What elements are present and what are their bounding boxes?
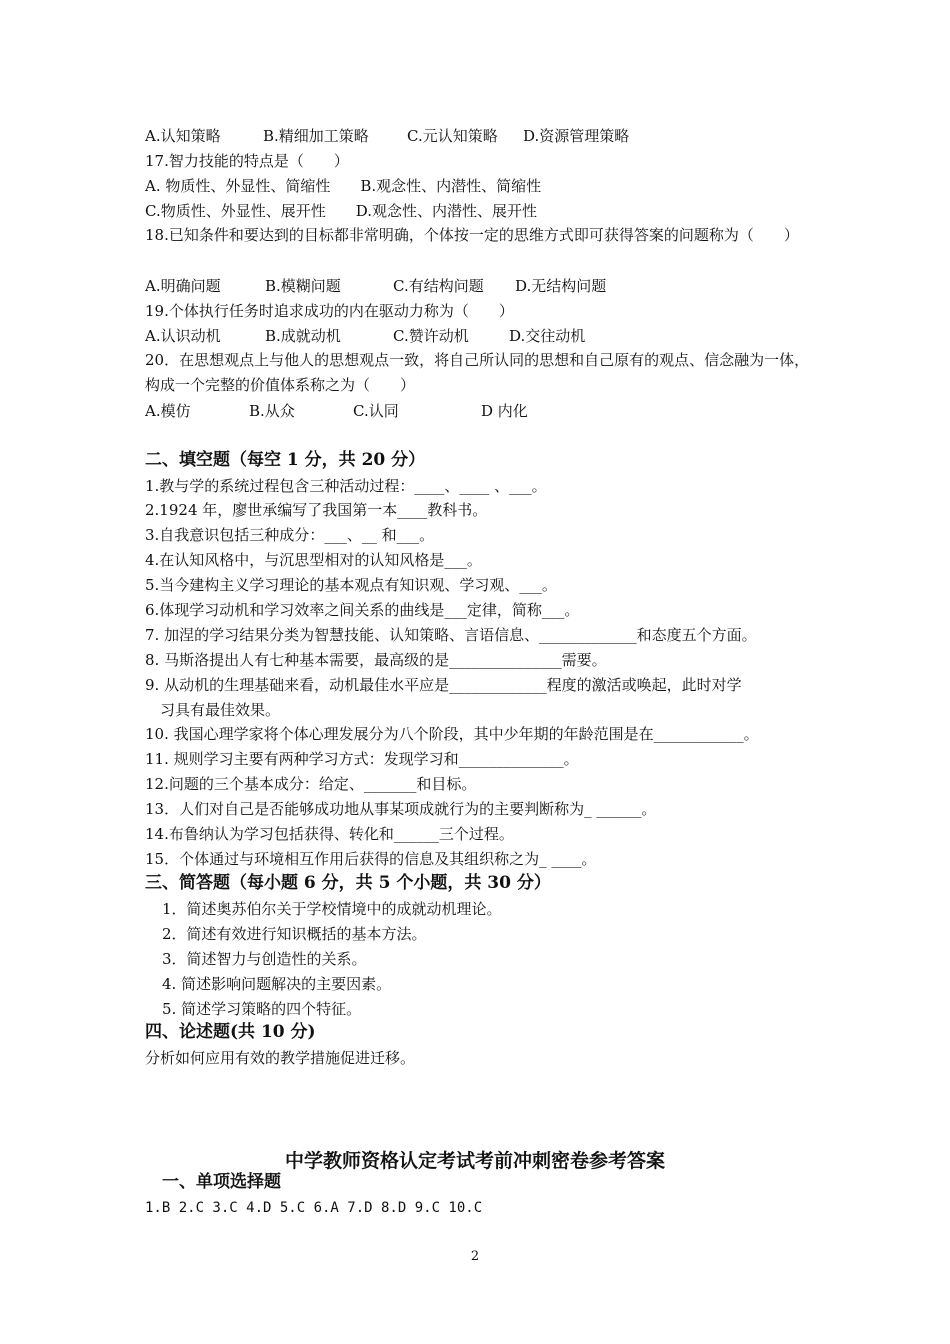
q18-option-a: A.明确问题 (145, 277, 221, 295)
q20-stem: 20．在思想观点上与他人的思想观点一致，将自己所认同的思想和自己原有的观点、信念融为一体，构成一个完整的价值体系称之为（ ） (145, 351, 810, 394)
answers-title: 中学教师资格认定考试考前冲刺密卷参考答案 (284, 1150, 665, 1172)
fill-item-13: 13．人们对自己是否能够成功地从事某项成就行为的主要判断称为_ ______。 (145, 800, 657, 818)
fill-item-3: 3.自我意识包括三种成分：___、__ 和___。 (145, 526, 435, 544)
fill-item-1: 1.教与学的系统过程包含三种活动过程：____、____ 、___。 (145, 477, 547, 495)
section3-heading: 三、简答题（每小题 6 分，共 5 个小题，共 30 分） (145, 873, 551, 893)
fill-item-4: 4.在认知风格中，与沉思型相对的认知风格是___。 (145, 551, 482, 569)
essay-question: 分析如何应用有效的教学措施促进迁移。 (145, 1049, 416, 1067)
short-answer-4: 4. 简述影响问题解决的主要因素。 (162, 975, 392, 993)
q16-options (145, 126, 820, 146)
q16-option-a: A.认知策略 (145, 127, 221, 145)
q17-options-line1: A. 物质性、外显性、简缩性 B.观念性、内潜性、简缩性 (145, 177, 542, 195)
q16-option-b: B.精细加工策略 (263, 127, 369, 145)
fill-item-11: 11. 规则学习主要有两种学习方式：发现学习和______________。 (145, 750, 579, 768)
q16-option-d: D.资源管理策略 (523, 127, 630, 145)
q20-option-c: C.认同 (353, 402, 399, 420)
fill-item-12: 12.问题的三个基本成分：给定、_______和目标。 (145, 775, 477, 793)
q20-options (145, 401, 820, 421)
q17-stem: 17.智力技能的特点是（ ） (145, 152, 349, 170)
q19-stem: 19.个体执行任务时追求成功的内在驱动力称为（ ） (145, 302, 514, 320)
fill-item-9: 9. 从动机的生理基础来看，动机最佳水平应是_____________程度的激活或唤起，此时对学 (145, 676, 742, 694)
fill-item-14: 14.布鲁纳认为学习包括获得、转化和______三个过程。 (145, 825, 514, 843)
short-answer-5: 5. 简述学习策略的四个特征。 (162, 1000, 362, 1018)
fill-item-2: 2.1924 年，廖世承编写了我国第一本____教科书。 (145, 501, 488, 519)
q19-option-b: B.成就动机 (265, 327, 341, 345)
q20-option-a: A.模仿 (145, 402, 191, 420)
q18-option-b: B.模糊问题 (265, 277, 341, 295)
q18-option-c: C.有结构问题 (393, 277, 484, 295)
short-answer-2: 2．简述有效进行知识概括的基本方法。 (162, 925, 427, 943)
fill-item-10: 10. 我国心理学家将个体心理发展分为八个阶段，其中少年期的年龄范围是在____________。 (145, 725, 759, 743)
q17-options-line2: C.物质性、外显性、展开性 D.观念性、内潜性、展开性 (145, 202, 537, 220)
fill-item-9-cont: 习具有最佳效果。 (160, 701, 281, 719)
q19-option-d: D.交往动机 (509, 327, 586, 345)
short-answer-3: 3．简述智力与创造性的关系。 (162, 950, 367, 968)
q20-option-d: D 内化 (481, 402, 528, 420)
q20-option-b: B.从众 (249, 402, 295, 420)
fill-item-8: 8. 马斯洛提出人有七种基本需要，最高级的是_______________需要。 (145, 651, 607, 669)
answers-line: 1.B 2.C 3.C 4.D 5.C 6.A 7.D 8.D 9.C 10.C (145, 1200, 483, 1216)
section4-heading: 四、论述题(共 10 分) (145, 1022, 316, 1042)
fill-item-5: 5.当今建构主义学习理论的基本观点有知识观、学习观、___。 (145, 576, 557, 594)
fill-item-15: 15．个体通过与环境相互作用后获得的信息及其组织称之为_ ____。 (145, 850, 597, 868)
q16-option-c: C.元认知策略 (407, 127, 498, 145)
fill-item-7: 7. 加涅的学习结果分类为智慧技能、认知策略、言语信息、_____________和态度五个方面。 (145, 626, 757, 644)
q18-option-d: D.无结构问题 (515, 277, 607, 295)
q18-stem: 18.已知条件和要达到的目标都非常明确，个体按一定的思维方式即可获得答案的问题称为（ ） (145, 226, 799, 244)
q19-option-c: C.赞许动机 (393, 327, 469, 345)
q18-options (145, 276, 820, 296)
fill-item-6: 6.体现学习动机和学习效率之间关系的曲线是___定律，简称___。 (145, 601, 580, 619)
section2-heading: 二、填空题（每空 1 分，共 20 分） (145, 450, 426, 470)
page-number: 2 (470, 1249, 480, 1264)
q19-option-a: A.认识动机 (145, 327, 221, 345)
q19-options (145, 326, 820, 346)
answers-subheading: 一、单项选择题 (162, 1172, 281, 1192)
short-answer-1: 1．简述奥苏伯尔关于学校情境中的成就动机理论。 (162, 900, 502, 918)
